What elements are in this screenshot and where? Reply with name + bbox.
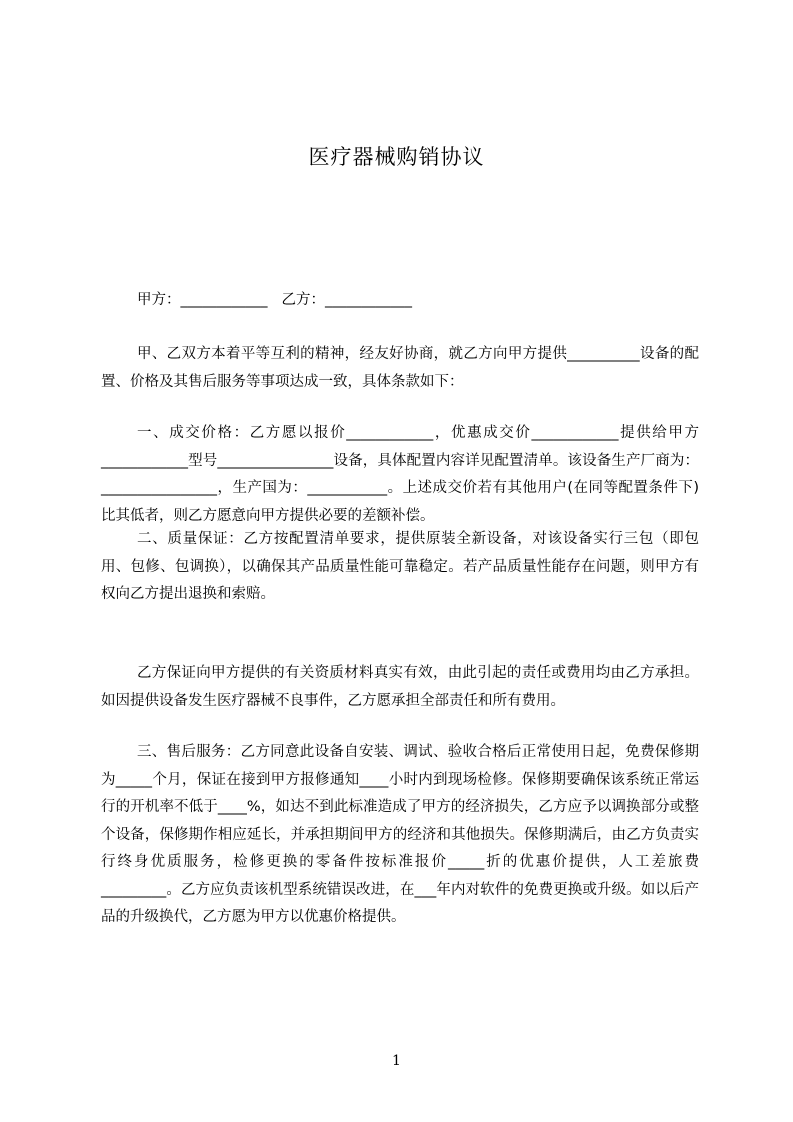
paragraph-quality: 二、质量保证：乙方按配置清单要求，提供原装全新设备，对该设备实行三包（即包用、包修、包调换），以确保其产品质量性能可靠稳定。若产品质量性能存在问题，则甲方有权向乙方提出退换和索赔。 bbox=[101, 531, 699, 602]
paragraph-intro: 甲、乙双方本着平等互利的精神，经友好协商，就乙方向甲方提供__________设备的配置、价格及其售后服务等事项达成一致，具体条款如下： bbox=[101, 346, 699, 390]
party-b-field: 乙方：____________ bbox=[281, 292, 412, 308]
parties-line bbox=[137, 288, 412, 312]
party-a-field: 甲方：____________ bbox=[137, 292, 268, 308]
page-number: 1 bbox=[392, 1053, 401, 1069]
document-title: 医疗器械购销协议 bbox=[308, 145, 485, 169]
paragraph-qualification: 乙方保证向甲方提供的有关资质材料真实有效，由此引起的责任或费用均由乙方承担。如因提供设备发生医疗器械不良事件，乙方愿承担全部责任和所有费用。 bbox=[101, 665, 699, 709]
paragraph-price: 一、成交价格：乙方愿以报价____________，优惠成交价____________提供给甲方____________型号________________设备，具体配置内容详见配置清单。该设备生产厂商为：________________，生产国为：___________。上述成交价若有其他用户(在同等配置条件下)比其低者，则乙方愿意向甲方提供必要的差额补偿。 bbox=[101, 425, 699, 524]
paragraph-after-sales: 三、售后服务：乙方同意此设备自安装、调试、验收合格后正常使用日起，免费保修期为_____个月，保证在接到甲方报修通知____小时内到现场检修。保修期要确保该系统正常运行的开机率不低于____%，如达不到此标准造成了甲方的经济损失，乙方应予以调换部分或整个设备，保修期作相应延长，并承担期间甲方的经济和其他损失。保修期满后，由乙方负责实行终身优质服务，检修更换的零备件按标准报价_____折的优惠价提供，人工差旅费_________。乙方应负责该机型系统错误改进，在___年内对软件的免费更换或升级。如以后产品的升级换代，乙方愿为甲方以优惠价格提供。 bbox=[101, 744, 699, 925]
